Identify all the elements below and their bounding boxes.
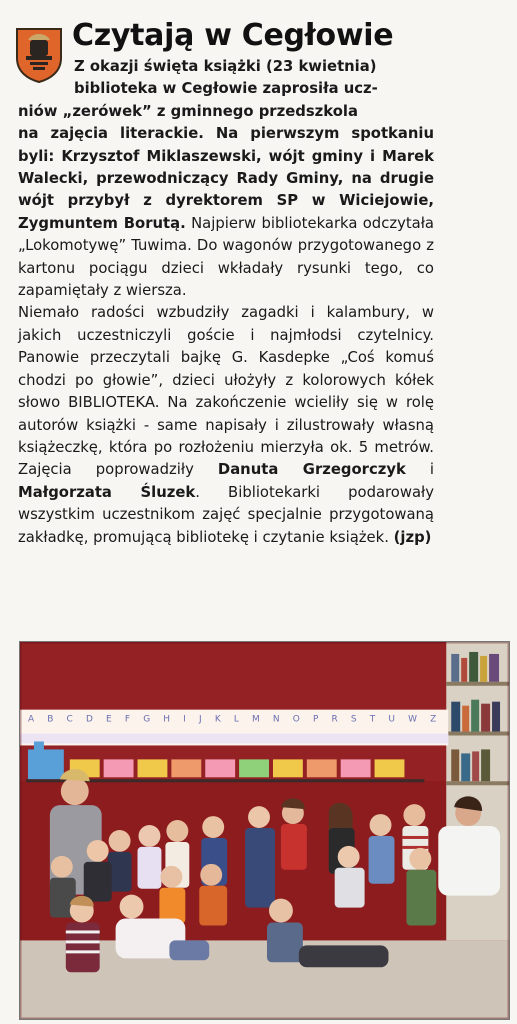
- group-photo: [19, 641, 510, 1020]
- paragraph-text: Najpierw bibliotekarka odczytała „Lokomotywę” Tuwima. Do wagonów przygotowanego z kartonu pociągu dzieci wkładały rysunki tego, co zapamiętały z wiersza.: [18, 214, 435, 300]
- lead-text: na zajęcia literackie. Na pierwszym spotkaniu byli: Krzysztof Miklaszewski, wójt gminy i Marek Walecki, przewodniczący Rady Gminy, na drugie wójt przybył z dyrektorem SP w Wiciejowie, Zygmuntem Borutą.: [18, 125, 434, 232]
- paragraph-text: . Bibliotekarki podarowały wszystkim uczestnikom zajęć specjalnie przygotowaną zakładkę, promującą bibliotekę i czytanie książek.: [18, 483, 434, 546]
- paragraph-text: Niemało radości wzbudziły zagadki i kalambury, w jakich uczestniczyli goście i najmłodsi czytelnicy. Panowie przeczytali bajkę G. Kasdepke „Coś komuś chodzi po głowie”, dzieci ułożyły z kolorowych kółek słowo BIBLIOTEKA. Na zakończenie wcieliły się w rolę autorów książki - same napisały i zilustrowały własną książeczkę, która po rozłożeniu mierzyła ok. 5 metrów. Zajęcia poprowadziły: [18, 304, 434, 479]
- librarian-name: Małgorzata Śluzek: [18, 483, 196, 501]
- conjunction: i: [405, 461, 434, 479]
- photo-scene: [20, 642, 509, 1019]
- article-body: [18, 56, 434, 549]
- lead-line: Z okazji święta książki (23 kwietnia): [74, 58, 377, 75]
- lead-line: niów „zerówek” z gminnego przedszkola: [18, 102, 358, 120]
- article-title: Czytają w Cegłowie: [72, 18, 394, 53]
- author-signature: (jzp): [393, 528, 432, 546]
- alphabet-text: A B C D E F G H I J K L M N O P R S T U W Z: [27, 714, 437, 725]
- lead-line: biblioteka w Cegłowie zaprosiła ucz-: [74, 80, 378, 98]
- librarian-name: Danuta Grzegorczyk: [217, 461, 406, 479]
- article-lead: [18, 56, 434, 232]
- article-paragraph: [18, 56, 434, 302]
- article-paragraph: [18, 302, 434, 548]
